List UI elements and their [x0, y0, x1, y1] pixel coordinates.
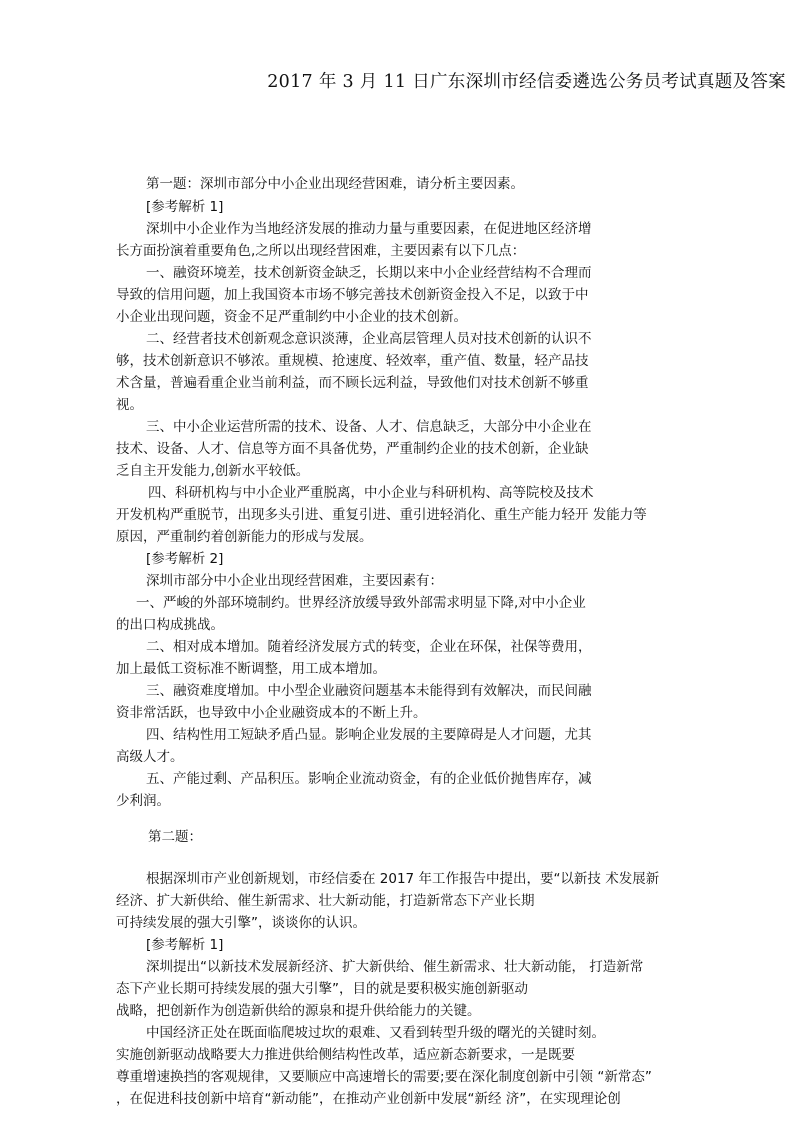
- paragraph-line: 的出口构成挑战。: [116, 617, 224, 633]
- paragraph-line: 高级人才。: [116, 749, 184, 765]
- paragraph-line: 一、严峻的外部环境制约。世界经济放缓导致外部需求明显下降,对中小企业: [136, 595, 586, 611]
- paragraph-line: 战略，把创新作为创造新供给的源泉和提升供给能力的关键。: [116, 1003, 481, 1019]
- paragraph-line: 可持续发展的强大引擎”，谈谈你的认识。: [116, 915, 366, 931]
- paragraph-line: 少利润。: [116, 793, 170, 809]
- paragraph-line: 深圳提出“以新技术发展新经济、扩大新供给、催生新需求、壮大新动能， 打造新常: [146, 959, 644, 975]
- paragraph-line: 四、科研机构与中小企业严重脱离，中小企业与科研机构、高等院校及技术: [148, 485, 594, 501]
- paragraph-line: 五、产能过剩、产品积压。影响企业流动资金，有的企业低价抛售库存，减: [146, 771, 592, 787]
- paragraph-line: 术含量，普遍看重企业当前利益，而不顾长远利益，导致他们对技术创新不够重: [116, 375, 589, 391]
- paragraph-line: 乏自主开发能力,创新水平较低。: [116, 463, 310, 479]
- document-title: 2017 年 3 月 11 日广东深圳市经信委遴选公务员考试真题及答案: [267, 72, 786, 92]
- paragraph-line: 深圳中小企业作为当地经济发展的推动力量与重要因素，在促进地区经济增: [146, 221, 592, 237]
- paragraph-line: 态下产业长期可持续发展的强大引擎”，目的就是要积极实施创新驱动: [116, 981, 528, 997]
- paragraph-line: 深圳市部分中小企业出现经营困难，主要因素有：: [146, 573, 443, 589]
- paragraph-line: 小企业出现问题，资金不足严重制约中小企业的技术创新。: [116, 309, 467, 325]
- paragraph-line: 导致的信用问题，加上我国资本市场不够完善技术创新资金投入不足，以致于中: [116, 287, 589, 303]
- paragraph-line: 视。: [116, 397, 143, 413]
- paragraph-line: 一、融资环境差，技术创新资金缺乏，长期以来中小企业经营结构不合理而: [146, 265, 592, 281]
- paragraph-line: ，在促进科技创新中培育“新动能”，在推动产业创新中发展“新经 济”，在实现理论创: [116, 1091, 621, 1107]
- reference-answer-label: [参考解析 1]: [146, 937, 224, 953]
- paragraph-line: 资非常活跃，也导致中小企业融资成本的不断上升。: [116, 705, 427, 721]
- reference-answer-label: [参考解析 2]: [146, 551, 224, 567]
- paragraph-line: 开发机构严重脱节，出现多头引进、重复引进、重引进轻消化、重生产能力轻开 发能力等: [116, 507, 647, 523]
- paragraph-line: 长方面扮演着重要角色,之所以出现经营困难，主要因素有以下几点：: [116, 243, 526, 259]
- paragraph-line: 尊重增速换挡的客观规律，又要顺应中高速增长的需要;要在深化制度创新中引领 “新常态”: [116, 1069, 652, 1085]
- paragraph-line: 实施创新驱动战略要大力推进供给侧结构性改革，适应新态新要求，一是既要: [116, 1047, 575, 1063]
- paragraph-line: 四、结构性用工短缺矛盾凸显。影响企业发展的主要障碍是人才问题，尤其: [146, 727, 592, 743]
- paragraph-line: 二、相对成本增加。随着经济发展方式的转变，企业在环保，社保等费用，: [146, 639, 592, 655]
- paragraph-line: 够，技术创新意识不够浓。重规模、抢速度、轻效率，重产值、数量，轻产品技: [116, 353, 589, 369]
- paragraph-line: 中国经济正处在既面临爬坡过坎的艰难、又看到转型升级的曙光的关键时刻。: [146, 1025, 605, 1041]
- paragraph-line: 三、融资难度增加。中小型企业融资问题基本未能得到有效解决，而民间融: [146, 683, 592, 699]
- paragraph-line: 三、中小企业运营所需的技术、设备、人才、信息缺乏，大部分中小企业在: [146, 419, 592, 435]
- paragraph-line: 经济、扩大新供给、催生新需求、壮大新动能，打造新常态下产业长期: [116, 893, 535, 909]
- paragraph-line: 根据深圳市产业创新规划，市经信委在 2017 年工作报告中提出，要“以新技 术发展新: [146, 871, 660, 887]
- paragraph-line: 原因，严重制约着创新能力的形成与发展。: [116, 529, 373, 545]
- reference-answer-label: [参考解析 1]: [146, 199, 224, 215]
- paragraph-line: 二、经营者技术创新观念意识淡薄，企业高层管理人员对技术创新的认识不: [146, 331, 592, 347]
- paragraph-line: 加上最低工资标准不断调整，用工成本增加。: [116, 661, 386, 677]
- question-1-heading: 第一题：深圳市部分中小企业出现经营困难，请分析主要因素。: [146, 176, 524, 192]
- question-2-heading: 第二题：: [148, 829, 202, 845]
- paragraph-line: 技术、设备、人才、信息等方面不具备优势，严重制约企业的技术创新，企业缺: [116, 441, 589, 457]
